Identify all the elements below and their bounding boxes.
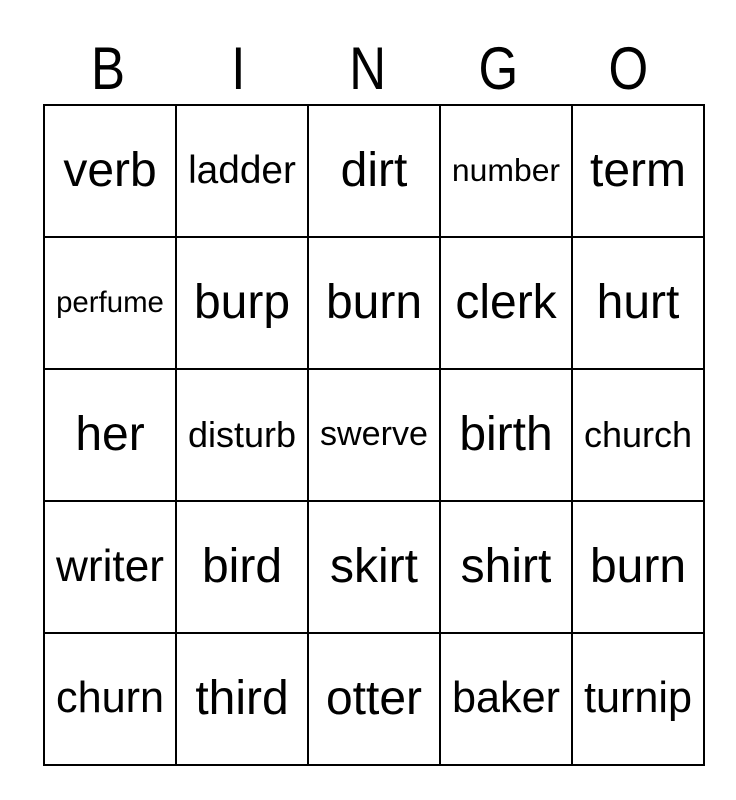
bingo-cell-r4c2[interactable] xyxy=(176,501,308,633)
cell-word: disturb xyxy=(187,414,297,456)
cell-word: church xyxy=(583,414,693,456)
bingo-cell-r2c4[interactable] xyxy=(440,237,572,369)
cell-word: dirt xyxy=(340,143,408,197)
grid-row-1 xyxy=(44,105,704,237)
cell-word: shirt xyxy=(460,539,552,593)
cell-word: skirt xyxy=(330,539,418,593)
cell-word: writer xyxy=(55,541,164,591)
bingo-cell-r5c2[interactable] xyxy=(176,633,308,765)
cell-word: turnip xyxy=(583,674,693,723)
cell-word: bird xyxy=(201,539,283,593)
title-letter-g: G xyxy=(478,35,518,102)
bingo-cell-r1c1[interactable] xyxy=(44,105,176,237)
bingo-cell-r1c5[interactable] xyxy=(572,105,704,237)
bingo-cell-r4c3[interactable] xyxy=(308,501,440,633)
title-letter-n: N xyxy=(349,35,387,102)
bingo-cell-r2c2[interactable] xyxy=(176,237,308,369)
bingo-cell-r2c1[interactable] xyxy=(44,237,176,369)
title-cell-n xyxy=(303,0,433,104)
bingo-title xyxy=(43,0,693,104)
bingo-cell-r5c3[interactable] xyxy=(308,633,440,765)
bingo-cell-r4c4[interactable] xyxy=(440,501,572,633)
title-letter-b: B xyxy=(90,35,126,102)
grid-row-2 xyxy=(44,237,704,369)
title-cell-g xyxy=(433,0,563,104)
grid-row-5 xyxy=(44,633,704,765)
cell-word: perfume xyxy=(56,285,164,319)
bingo-cell-r1c3[interactable] xyxy=(308,105,440,237)
bingo-cell-r1c2[interactable] xyxy=(176,105,308,237)
bingo-cell-r2c5[interactable] xyxy=(572,237,704,369)
bingo-grid xyxy=(43,104,705,766)
bingo-cell-r3c5[interactable] xyxy=(572,369,704,501)
cell-word: churn xyxy=(55,674,165,723)
grid-row-3 xyxy=(44,369,704,501)
cell-word: burn xyxy=(325,275,423,329)
bingo-cell-r5c5[interactable] xyxy=(572,633,704,765)
cell-word: third xyxy=(195,671,289,725)
cell-word: verb xyxy=(63,143,157,197)
title-cell-b xyxy=(43,0,173,104)
title-letter-i: I xyxy=(230,35,246,102)
bingo-cell-r3c3[interactable] xyxy=(308,369,440,501)
bingo-cell-r3c2[interactable] xyxy=(176,369,308,501)
cell-word: number xyxy=(451,152,561,189)
cell-word: birth xyxy=(459,407,553,461)
bingo-cell-r3c1[interactable] xyxy=(44,369,176,501)
cell-word: ladder xyxy=(188,148,296,192)
bingo-cell-r5c4[interactable] xyxy=(440,633,572,765)
cell-word: term xyxy=(590,143,686,197)
bingo-cell-r1c4[interactable] xyxy=(440,105,572,237)
cell-word: her xyxy=(75,407,145,461)
title-cell-i xyxy=(173,0,303,104)
bingo-cell-r4c1[interactable] xyxy=(44,501,176,633)
cell-word: burp xyxy=(193,275,291,329)
title-letter-o: O xyxy=(608,35,648,102)
grid-row-4 xyxy=(44,501,704,633)
cell-word: swerve xyxy=(320,415,428,454)
bingo-cell-r3c4[interactable] xyxy=(440,369,572,501)
title-cell-o xyxy=(563,0,693,104)
cell-word: baker xyxy=(451,674,561,723)
bingo-cell-r4c5[interactable] xyxy=(572,501,704,633)
cell-word: otter xyxy=(325,671,423,725)
bingo-cell-r5c1[interactable] xyxy=(44,633,176,765)
cell-word: burn xyxy=(589,539,687,593)
cell-word: hurt xyxy=(596,275,680,329)
cell-word: clerk xyxy=(455,275,557,329)
bingo-cell-r2c3[interactable] xyxy=(308,237,440,369)
